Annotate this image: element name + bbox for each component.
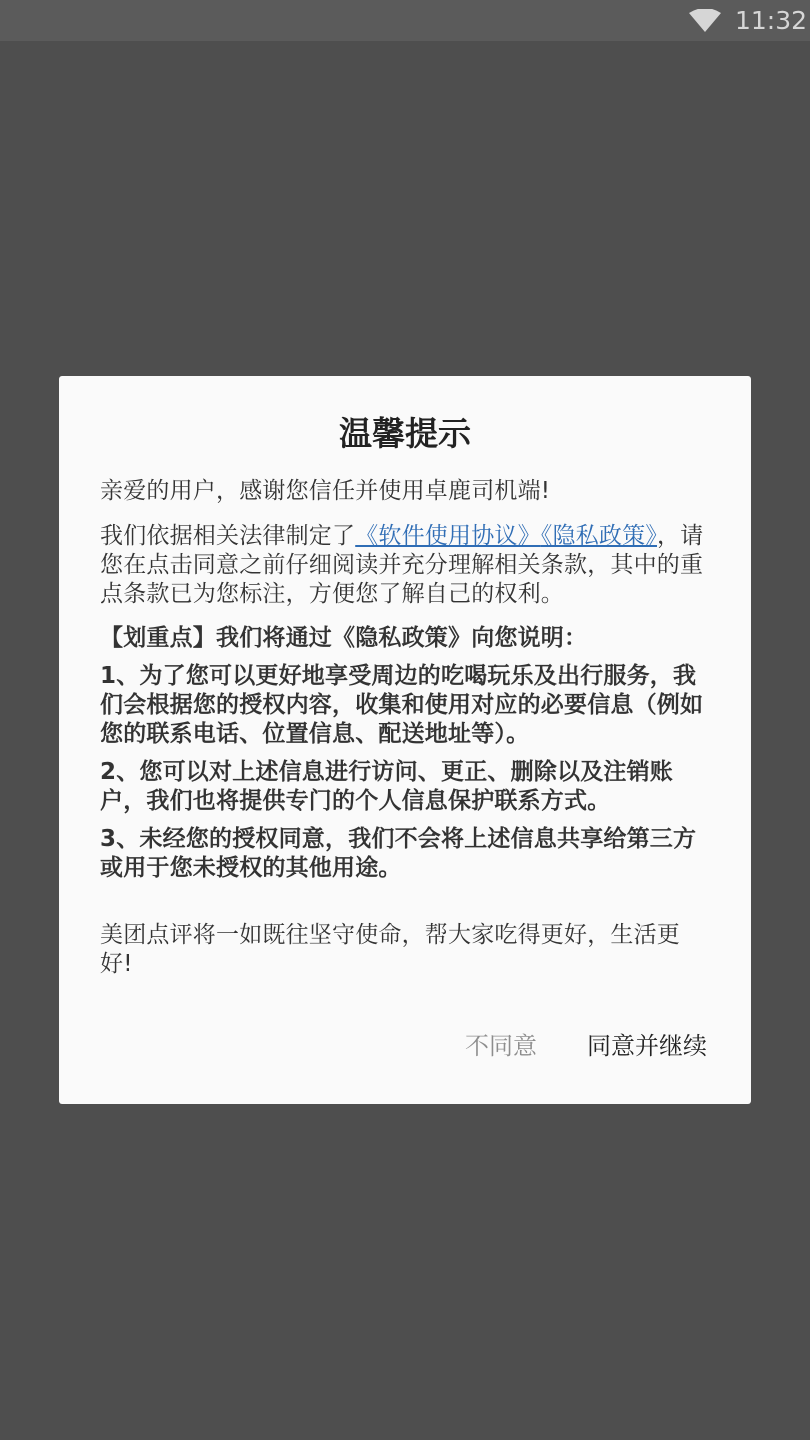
disagree-button[interactable]: 不同意	[465, 1032, 537, 1060]
policy-item-3: 3、未经您的授权同意，我们不会将上述信息共享给第三方或用于您未授权的其他用途。	[100, 826, 697, 881]
greeting-text: 亲爱的用户，感谢您信任并使用卓鹿司机端!	[100, 478, 551, 504]
wifi-icon	[689, 9, 721, 33]
dialog-actions	[465, 1030, 707, 1062]
privacy-dialog	[59, 376, 751, 1104]
intro-suffix: ，请您在点击同意之前仔细阅读并充分理解相关条款，其中的重点条款已为您标注，方便您了解自己的权利。	[100, 523, 704, 607]
closing-text: 美团点评将一如既往坚守使命，帮大家吃得更好，生活更好!	[100, 922, 680, 977]
highlight-heading: 【划重点】我们将通过《隐私政策》向您说明：	[100, 625, 588, 651]
agree-continue-button[interactable]: 同意并继续	[587, 1032, 707, 1060]
intro-paragraph	[100, 522, 710, 609]
privacy-policy-link[interactable]: 《隐私政策》	[540, 523, 658, 549]
software-agreement-link[interactable]: 《软件使用协议》	[355, 523, 541, 549]
policy-item-2: 2、您可以对上述信息进行访问、更正、删除以及注销账户，我们也将提供专门的个人信息保护联系方式。	[100, 759, 674, 814]
intro-prefix: 我们依据相关法律制定了	[100, 523, 356, 549]
status-time: 11:32	[735, 6, 808, 35]
dialog-title: 温馨提示	[339, 414, 471, 453]
policy-item-1: 1、为了您可以更好地享受周边的吃喝玩乐及出行服务，我们会根据您的授权内容，收集和使用对应的必要信息（例如您的联系电话、位置信息、配送地址等）。	[100, 663, 704, 747]
status-bar	[0, 0, 810, 41]
